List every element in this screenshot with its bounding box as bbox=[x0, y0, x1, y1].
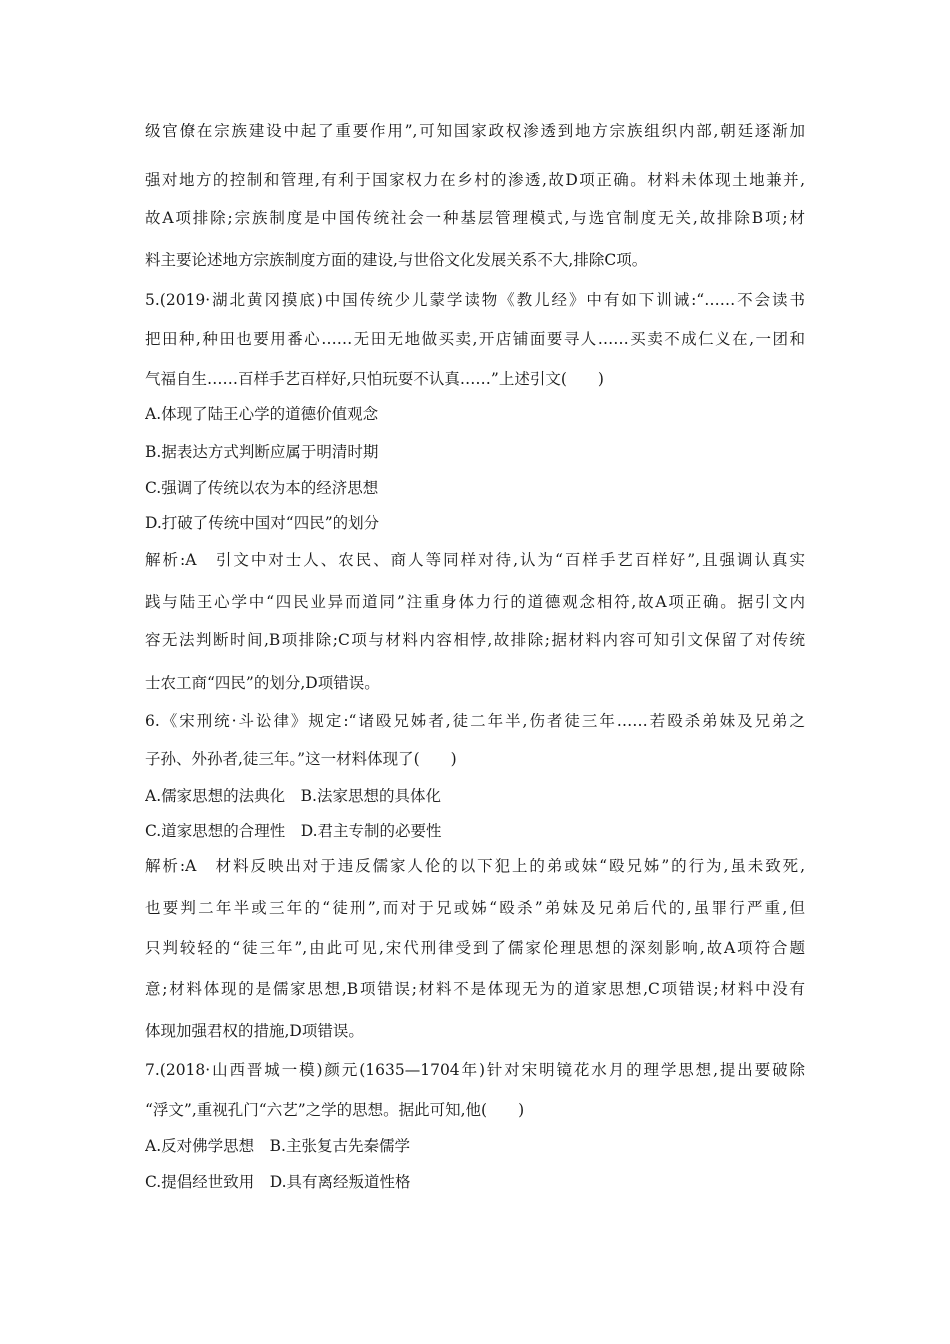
text-line: 料主要论述地方宗族制度方面的建设,与世俗文化发展关系不大,排除C项。 bbox=[145, 251, 648, 269]
option-c: C.强调了传统以农为本的经济思想 bbox=[145, 479, 379, 497]
text-line: 士农工商“四民”的划分,D项错误。 bbox=[145, 674, 380, 692]
options-cd: C.提倡经世致用 D.具有离经叛道性格 bbox=[145, 1173, 411, 1191]
option-b: B.据表达方式判断应属于明清时期 bbox=[145, 443, 379, 461]
option-d: D.打破了传统中国对“四民”的划分 bbox=[145, 514, 380, 532]
text-line: 把田种,种田也要用番心……无田无地做买卖,开店铺面要寻人……买卖不成仁义在,一团和 bbox=[145, 330, 805, 348]
question-6-stem: 6.《宋刑统·斗讼律》规定:“诸殴兄姊者,徒二年半,伤者徒三年……若殴杀弟妹及兄弟之 bbox=[145, 712, 805, 730]
text-line: 子孙、外孙者,徒三年。”这一材料体现了( ) bbox=[145, 750, 457, 768]
text-line: 故A项排除;宗族制度是中国传统社会一种基层管理模式,与选官制度无关,故排除B项;材 bbox=[145, 209, 805, 227]
text-line: “浮文”,重视孔门“六艺”之学的思想。据此可知,他( ) bbox=[145, 1101, 525, 1119]
options-ab: A.儒家思想的法典化 B.法家思想的具体化 bbox=[145, 787, 441, 805]
text-line: 也要判二年半或三年的“徒刑”,而对于兄或姊“殴杀”弟妹及兄弟后代的,虽罪行严重,但 bbox=[145, 899, 805, 917]
text-line: 级官僚在宗族建设中起了重要作用”,可知国家政权渗透到地方宗族组织内部,朝廷逐渐加 bbox=[145, 122, 805, 140]
text-line: 容无法判断时间,B项排除;C项与材料内容相悖,故排除;据材料内容可知引文保留了对传统 bbox=[145, 631, 805, 649]
option-a: A.体现了陆王心学的道德价值观念 bbox=[145, 405, 379, 423]
text-line: 气福自生……百样手艺百样好,只怕玩耍不认真……”上述引文( ) bbox=[145, 370, 604, 388]
text-line: 只判较轻的“徒三年”,由此可见,宋代刑律受到了儒家伦理思想的深刻影响,故A项符合题 bbox=[145, 939, 805, 957]
text-line: 意;材料体现的是儒家思想,B项错误;材料不是体现无为的道家思想,C项错误;材料中没有 bbox=[145, 980, 805, 998]
text-line: 体现加强君权的措施,D项错误。 bbox=[145, 1022, 364, 1040]
options-ab: A.反对佛学思想 B.主张复古先秦儒学 bbox=[145, 1137, 410, 1155]
question-5-stem: 5.(2019·湖北黄冈摸底)中国传统少儿蒙学读物《教儿经》中有如下训诫:“……不会读书 bbox=[145, 291, 805, 309]
options-cd: C.道家思想的合理性 D.君主专制的必要性 bbox=[145, 822, 442, 840]
text-line: 强对地方的控制和管理,有利于国家权力在乡村的渗透,故D项正确。材料未体现土地兼并, bbox=[145, 171, 805, 189]
question-7-stem: 7.(2018·山西晋城一模)颜元(1635—1704年)针对宋明镜花水月的理学思想,提出要破除 bbox=[145, 1061, 805, 1079]
text-line: 践与陆王心学中“四民业异而道同”注重身体力行的道德观念相符,故A项正确。据引文内 bbox=[145, 593, 805, 611]
analysis-5: 解析:A 引文中对士人、农民、商人等同样对待,认为“百样手艺百样好”,且强调认真实 bbox=[145, 551, 805, 569]
analysis-6: 解析:A 材料反映出对于违反儒家人伦的以下犯上的弟或妹“殴兄姊”的行为,虽未致死, bbox=[145, 857, 805, 875]
